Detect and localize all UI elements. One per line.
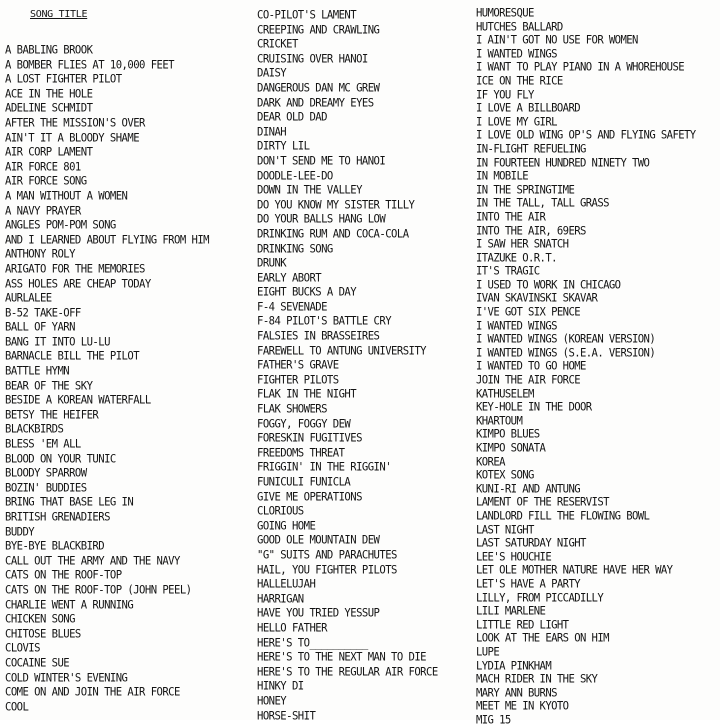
song-title: INTO THE AIR, 69ERS bbox=[476, 223, 586, 238]
song-title: KIMPO SONATA bbox=[476, 441, 546, 455]
song-title: CLOVIS bbox=[5, 641, 40, 656]
song-title: MACH RIDER IN THE SKY bbox=[476, 672, 598, 686]
song-title: DOWN IN THE VALLEY bbox=[257, 183, 362, 197]
song-title: I WANTED TO GO HOME bbox=[476, 359, 586, 374]
song-title: LANDLORD FILL THE FLOWING BOWL bbox=[476, 509, 650, 523]
song-title: DO YOU KNOW MY SISTER TILLY bbox=[257, 197, 415, 212]
column-3 bbox=[476, 6, 720, 727]
song-title: LYDIA PINKHAM bbox=[476, 658, 552, 673]
song-title: IN FOURTEEN HUNDRED NINETY TWO bbox=[476, 155, 650, 170]
song-list-1 bbox=[5, 43, 245, 714]
song-title: HINKY DI bbox=[257, 679, 304, 693]
song-title: LAST SATURDAY NIGHT bbox=[476, 536, 586, 550]
song-title: HALLELUJAH bbox=[257, 577, 316, 591]
song-title: BLACKBIRDS bbox=[5, 422, 64, 437]
song-title: COME ON AND JOIN THE AIR FORCE bbox=[5, 685, 180, 699]
song-title: EIGHT BUCKS A DAY bbox=[257, 285, 357, 299]
song-title: BALL OF YARN bbox=[5, 320, 75, 334]
song-title: DRINKING RUM AND COCA-COLA bbox=[257, 227, 409, 241]
song-title: COCAINE SUE bbox=[5, 656, 70, 670]
song-title: HERE'S TO THE NEXT MAN TO DIE bbox=[257, 650, 427, 664]
song-title: DEAR OLD DAD bbox=[257, 110, 327, 124]
song-title: CATS ON THE ROOF-TOP bbox=[5, 568, 122, 583]
song-title: DIRTY LIL bbox=[257, 139, 310, 154]
song-title: CRICKET bbox=[257, 37, 298, 51]
song-title: ANTHONY ROLY bbox=[5, 247, 75, 261]
song-title: HELLO FATHER bbox=[257, 621, 327, 635]
song-title: INTO THE AIR bbox=[476, 210, 546, 224]
song-title: KATHUSELEM bbox=[476, 386, 534, 401]
song-title: IVAN SKAVINSKI SKAVAR bbox=[476, 291, 598, 306]
song-title: BANG IT INTO LU-LU bbox=[5, 335, 110, 349]
song-title: AIR FORCE 801 bbox=[5, 159, 81, 174]
song-title: HERE'S TO THE REGULAR AIR FORCE bbox=[257, 664, 438, 679]
song-title: FRIGGIN' IN THE RIGGIN' bbox=[257, 460, 392, 475]
song-title: A LOST FIGHTER PILOT bbox=[5, 72, 122, 86]
column-heading: SONG TITLE bbox=[30, 9, 88, 20]
song-title: BESIDE A KOREAN WATERFALL bbox=[5, 393, 151, 407]
song-title: LITTLE RED LIGHT bbox=[476, 617, 569, 632]
song-title: HUTCHES BALLARD bbox=[476, 19, 563, 34]
song-title: COOL bbox=[5, 699, 29, 714]
song-title: BLOODY SPARROW bbox=[5, 466, 87, 480]
song-title: CO-PILOT'S LAMENT bbox=[257, 8, 357, 22]
song-title: AIR CORP LAMENT bbox=[5, 145, 93, 159]
song-title: HAVE YOU TRIED YESSUP bbox=[257, 606, 380, 621]
song-title: CRUISING OVER HANOI bbox=[257, 52, 368, 66]
song-title: FUNICULI FUNICLA bbox=[257, 475, 351, 489]
song-title: BEAR OF THE SKY bbox=[5, 378, 93, 393]
song-title: AIR FORCE SONG bbox=[5, 174, 87, 189]
song-title: BARNACLE BILL THE PILOT bbox=[5, 349, 140, 364]
song-title: ADELINE SCHMIDT bbox=[5, 101, 93, 116]
song-title: IT'S TRAGIC bbox=[476, 264, 540, 278]
song-title: GIVE ME OPERATIONS bbox=[257, 489, 362, 504]
song-title: DARK AND DREAMY EYES bbox=[257, 95, 374, 110]
song-title: A BABLING BROOK bbox=[5, 43, 93, 57]
song-title: FOGGY, FOGGY DEW bbox=[257, 416, 351, 431]
song-title: JOIN THE AIR FORCE bbox=[476, 373, 581, 387]
song-title: I LOVE OLD WING OP'S AND FLYING SAFETY bbox=[476, 128, 696, 142]
song-title: I SAW HER SNATCH bbox=[476, 237, 569, 251]
song-title: IF YOU FLY bbox=[476, 87, 534, 102]
song-title: BOZIN' BUDDIES bbox=[5, 481, 87, 495]
song-title: F-84 PILOT'S BATTLE CRY bbox=[257, 314, 392, 329]
song-title: A NAVY PRAYER bbox=[5, 203, 81, 218]
song-title: FATHER'S GRAVE bbox=[257, 358, 339, 372]
song-title: I WANT TO PLAY PIANO IN A WHOREHOUSE bbox=[476, 60, 685, 74]
song-title: BRING THAT BASE LEG IN bbox=[5, 495, 134, 510]
song-title: LET OLE MOTHER NATURE HAVE HER WAY bbox=[476, 563, 673, 577]
song-title: GOOD OLE MOUNTAIN DEW bbox=[257, 533, 380, 548]
song-title: FREEDOMS THREAT bbox=[257, 446, 345, 460]
song-list-2 bbox=[257, 8, 472, 723]
song-title: CREEPING AND CRAWLING bbox=[257, 22, 380, 37]
song-title: DINAH bbox=[257, 124, 287, 139]
song-title: HUMORESQUE bbox=[476, 6, 534, 20]
song-list-3 bbox=[476, 7, 720, 727]
song-title: KOTEX SONG bbox=[476, 468, 534, 482]
song-title: DON'T SEND ME TO HANOI bbox=[257, 154, 386, 168]
song-title: ICE ON THE RICE bbox=[476, 74, 563, 88]
song-title: KEY-HOLE IN THE DOOR bbox=[476, 400, 592, 414]
song-title: AFTER THE MISSION'S OVER bbox=[5, 116, 145, 130]
song-title: FIGHTER PILOTS bbox=[257, 373, 339, 387]
song-title: I WANTED WINGS (S.E.A. VERSION) bbox=[476, 346, 656, 360]
song-title: ACE IN THE HOLE bbox=[5, 87, 93, 101]
song-title: ASS HOLES ARE CHEAP TODAY bbox=[5, 276, 151, 291]
song-title: BRITISH GRENADIERS bbox=[5, 510, 110, 524]
song-title: ANGLES POM-POM SONG bbox=[5, 218, 116, 232]
song-title: MEET ME IN KYOTO bbox=[476, 699, 569, 713]
song-title: AND I LEARNED ABOUT FLYING FROM HIM bbox=[5, 232, 209, 247]
song-title: LUPE bbox=[476, 645, 500, 659]
song-title: MARY ANN BURNS bbox=[476, 685, 557, 700]
song-title: IN THE TALL, TALL GRASS bbox=[476, 196, 609, 210]
song-title: EARLY ABORT bbox=[257, 270, 322, 285]
song-title: IN MOBILE bbox=[476, 169, 529, 183]
song-title: BUDDY bbox=[5, 524, 35, 539]
song-title: KUNI-RI AND ANTUNG bbox=[476, 481, 581, 496]
song-title: BLESS 'EM ALL bbox=[5, 437, 81, 451]
song-title: HONEY bbox=[257, 694, 287, 708]
song-title: COLD WINTER'S EVENING bbox=[5, 670, 128, 685]
song-title: FAREWELL TO ANTUNG UNIVERSITY bbox=[257, 343, 427, 358]
song-title: AURLALEE bbox=[5, 291, 52, 305]
song-title: LILI MARLENE bbox=[476, 604, 546, 618]
song-title: B-52 TAKE-OFF bbox=[5, 305, 81, 320]
song-title: FALSIES IN BRASSEIRES bbox=[257, 329, 380, 343]
song-title: DAISY bbox=[257, 66, 287, 81]
song-title: DO YOUR BALLS HANG LOW bbox=[257, 212, 386, 226]
song-title: HORSE-SHIT bbox=[257, 708, 316, 723]
song-title: BYE-BYE BLACKBIRD bbox=[5, 539, 105, 553]
song-title: KIMPO BLUES bbox=[476, 427, 540, 442]
song-title: LET'S HAVE A PARTY bbox=[476, 577, 581, 591]
song-title: LILLY, FROM PICCADILLY bbox=[476, 590, 604, 605]
song-title: CHARLIE WENT A RUNNING bbox=[5, 597, 134, 612]
song-title: I WANTED WINGS (KOREAN VERSION) bbox=[476, 332, 656, 346]
column-1 bbox=[5, 9, 245, 714]
song-title: CATS ON THE ROOF-TOP (JOHN PEEL) bbox=[5, 583, 192, 597]
song-title: LOOK AT THE EARS ON HIM bbox=[476, 631, 609, 645]
song-title: I LOVE A BILLBOARD bbox=[476, 101, 581, 115]
song-title: HAIL, YOU FIGHTER PILOTS bbox=[257, 562, 397, 577]
song-title: I WANTED WINGS bbox=[476, 318, 557, 333]
song-title: LEE'S HOUCHIE bbox=[476, 549, 552, 564]
song-title: "G" SUITS AND PARACHUTES bbox=[257, 548, 397, 562]
song-title: KOREA bbox=[476, 454, 505, 469]
song-title: CLORIOUS bbox=[257, 504, 304, 518]
song-title: I'VE GOT SIX PENCE bbox=[476, 305, 581, 319]
song-title: IN-FLIGHT REFUELING bbox=[476, 142, 586, 156]
song-title: A BOMBER FLIES AT 10,000 FEET bbox=[5, 57, 175, 72]
song-title: FLAK SHOWERS bbox=[257, 402, 327, 416]
song-title: HERE'S TO__________ bbox=[257, 635, 368, 650]
song-title: MIG 15 bbox=[476, 713, 511, 727]
song-title: DOODLE-LEE-DO bbox=[257, 168, 333, 183]
column-2 bbox=[257, 9, 472, 723]
song-title: CHICKEN SONG bbox=[5, 612, 75, 626]
song-title: IN THE SPRINGTIME bbox=[476, 182, 575, 197]
song-title: I LOVE MY GIRL bbox=[476, 114, 557, 129]
song-title: KHARTOUM bbox=[476, 413, 523, 428]
song-title: I WANTED WINGS bbox=[476, 46, 557, 61]
song-title: CHITOSE BLUES bbox=[5, 626, 81, 641]
song-title: GOING HOME bbox=[257, 519, 316, 533]
song-title: A MAN WITHOUT A WOMEN bbox=[5, 189, 128, 203]
song-title: BLOOD ON YOUR TUNIC bbox=[5, 451, 116, 466]
song-title: I AIN'T GOT NO USE FOR WOMEN bbox=[476, 33, 638, 47]
song-title: DRUNK bbox=[257, 256, 287, 270]
song-title: I USED TO WORK IN CHICAGO bbox=[476, 278, 621, 292]
song-title: DRINKING SONG bbox=[257, 241, 333, 256]
song-title: F-4 SEVENADE bbox=[257, 300, 327, 314]
song-title: HARRIGAN bbox=[257, 591, 304, 606]
song-title: BETSY THE HEIFER bbox=[5, 408, 99, 422]
song-title: AIN'T IT A BLOODY SHAME bbox=[5, 130, 140, 145]
song-title: CALL OUT THE ARMY AND THE NAVY bbox=[5, 554, 180, 568]
song-title: ITAZUKE O.R.T. bbox=[476, 250, 557, 265]
song-title: BATTLE HYMN bbox=[5, 364, 70, 378]
song-title: LAST NIGHT bbox=[476, 522, 534, 537]
song-title: DANGEROUS DAN MC GREW bbox=[257, 81, 380, 95]
song-title: FLAK IN THE NIGHT bbox=[257, 387, 357, 402]
song-title: ARIGATO FOR THE MEMORIES bbox=[5, 262, 145, 276]
song-title: FORESKIN FUGITIVES bbox=[257, 431, 362, 445]
song-title: LAMENT OF THE RESERVIST bbox=[476, 495, 609, 509]
